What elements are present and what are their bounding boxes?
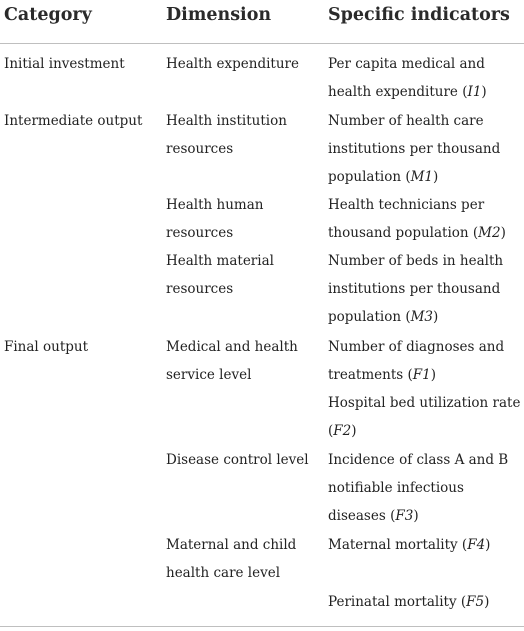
row-2-indicator: Number of health care institutions per thousand population (M1) [328,113,501,185]
row-5-dimension: Medical and health service level [166,339,298,383]
row-3-indicator: Health technicians per thousand population (M2) [328,197,506,241]
indicator-code: F5 [466,594,485,610]
row-4-indicator: Number of beds in health institutions per thousand population (M3) [328,253,504,325]
row-5-category: Final output [4,339,89,355]
indicator-text: Incidence of class A and B notifiable infectious diseases [328,452,509,524]
indicator-text: Number of beds in health institutions per thousand population [328,253,504,325]
row-1-indicator: Per capita medical and health expenditure (I1) [328,56,487,100]
row-8-dimension: Maternal and child health care level [166,537,297,581]
indicator-text: Number of health care institutions per thousand population [328,113,501,185]
row-7-dimension: Disease control level [166,452,309,468]
row-1-dimension: Health expenditure [166,56,299,72]
header-dimension: Dimension [166,5,272,25]
indicator-text: Health technicians per thousand population [328,197,485,241]
row-7-indicator: Incidence of class A and B notifiable infectious diseases (F3) [328,452,509,524]
indicator-code: M1 [410,169,434,185]
indicator-code: I1 [467,84,482,100]
table-bottom-rule [0,626,524,627]
row-3-dimension: Health human resources [166,197,264,241]
indicator-code: F1 [412,367,431,383]
indicator-text: Hospital bed utilization rate [328,395,521,411]
indicator-code: F4 [467,537,486,553]
indicator-code: M2 [478,225,501,241]
indicator-text: Number of diagnoses and treatments [328,339,505,383]
indicator-text: Per capita medical and health expenditure [328,56,485,100]
header-category: Category [4,5,92,25]
row-2-category: Intermediate output [4,113,143,129]
row-6-indicator: Hospital bed utilization rate (F2) [328,395,521,439]
row-2-dimension: Health institution resources [166,113,287,157]
row-1-category: Initial investment [4,56,125,72]
indicator-text: Perinatal mortality [328,594,457,610]
indicator-code: F3 [395,508,414,524]
row-5-indicator: Number of diagnoses and treatments (F1) [328,339,505,383]
header-indicators: Specific indicators [328,5,510,25]
row-8-indicator: Maternal mortality (F4) [328,537,491,553]
row-9-indicator: Perinatal mortality (F5) [328,594,490,610]
indicator-text: Maternal mortality [328,537,458,553]
header-divider [0,43,524,44]
row-4-dimension: Health material resources [166,253,274,297]
indicator-code: F2 [333,423,352,439]
indicator-code: M3 [410,309,434,325]
